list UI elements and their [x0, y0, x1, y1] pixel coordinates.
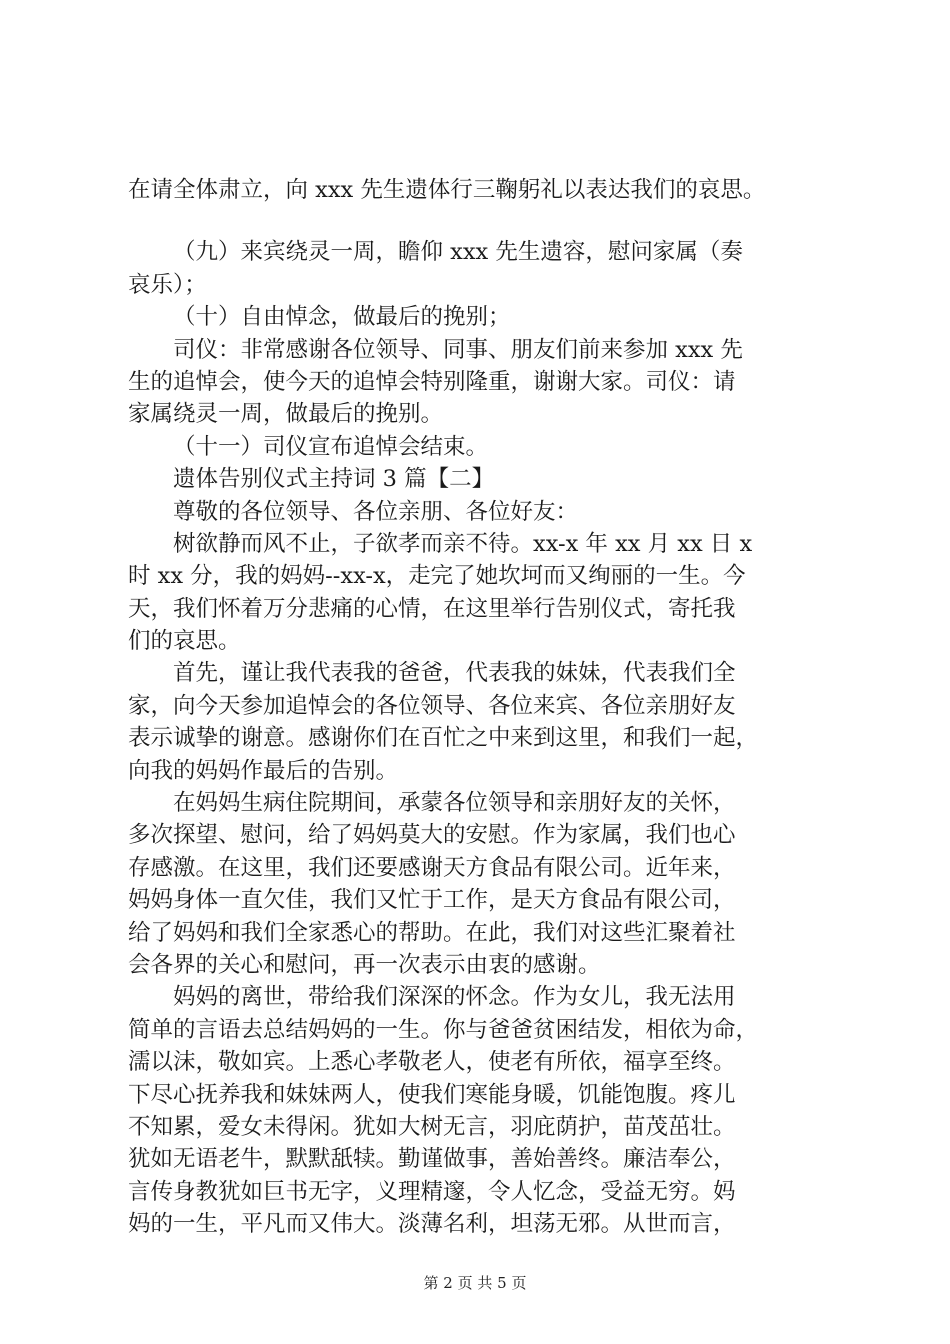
text-line: 多次探望、慰问，给了妈妈莫大的安慰。作为家属，我们也心: [128, 822, 736, 849]
text-line: 们的哀思。: [128, 628, 241, 655]
text-line: （十）自由悼念，做最后的挽别；: [173, 304, 511, 331]
text-line: 会各界的关心和慰问，再一次表示由衷的感谢。: [128, 951, 601, 978]
text-line: 妈妈的离世，带给我们深深的怀念。作为女儿，我无法用: [173, 984, 736, 1011]
text-line: 司仪：非常感谢各位领导、同事、朋友们前来参加 xxx 先: [173, 336, 743, 363]
text-line: 给了妈妈和我们全家悉心的帮助。在此，我们对这些汇聚着社: [128, 919, 736, 946]
document-body: [128, 174, 828, 1241]
text-line: 家属绕灵一周，做最后的挽别。: [128, 401, 444, 428]
text-line: （十一）司仪宣布追悼会结束。: [173, 433, 489, 460]
text-line: 濡以沫，敬如宾。上悉心孝敬老人，使老有所依，福享至终。: [128, 1049, 736, 1076]
text-line: 家，向今天参加追悼会的各位领导、各位来宾、各位亲朋好友: [128, 692, 736, 719]
text-line: 简单的言语去总结妈妈的一生。你与爸爸贫困结发，相依为命，: [128, 1016, 759, 1043]
text-line: 向我的妈妈作最后的告别。: [128, 757, 399, 784]
text-line: 时 xx 分，我的妈妈--xx-x，走完了她坎坷而又绚丽的一生。今: [128, 563, 746, 590]
text-line: 言传身教犹如巨书无字，义理精邃，令人忆念，受益无穷。妈: [128, 1178, 736, 1205]
text-line: 妈妈身体一直欠佳，我们又忙于工作，是天方食品有限公司，: [128, 887, 736, 914]
text-line: 生的追悼会，使今天的追悼会特别隆重，谢谢大家。司仪：请: [128, 368, 736, 395]
text-line: 犹如无语老牛，默默舐犊。勤谨做事，善始善终。廉洁奉公，: [128, 1146, 736, 1173]
text-line: 下尽心抚养我和妹妹两人，使我们寒能身暖，饥能饱腹。疼儿: [128, 1081, 736, 1108]
text-line: 在请全体肃立，向 xxx 先生遗体行三鞠躬礼以表达我们的哀思。: [128, 177, 766, 203]
page-footer: 第 2 页 共 5 页: [423, 1274, 527, 1292]
text-line: 不知累，爱女未得闲。犹如大树无言，羽庇荫护，苗茂茁壮。: [128, 1113, 736, 1140]
text-line: 树欲静而风不止，子欲孝而亲不待。xx-x 年 xx 月 xx 日 x: [173, 530, 753, 557]
text-line: 天，我们怀着万分悲痛的心情，在这里举行告别仪式，寄托我: [128, 595, 736, 622]
text-line: 妈的一生，平凡而又伟大。淡薄名利，坦荡无邪。从世而言，: [128, 1211, 736, 1238]
text-line: 首先，谨让我代表我的爸爸，代表我的妹妹，代表我们全: [173, 660, 736, 687]
salutation: 尊敬的各位领导、各位亲朋、各位好友：: [173, 498, 579, 525]
text-line: 表示诚挚的谢意。感谢你们在百忙之中来到这里，和我们一起，: [128, 725, 759, 752]
section-heading: 遗体告别仪式主持词 3 篇【二】: [173, 466, 495, 493]
text-line: 在妈妈生病住院期间，承蒙各位领导和亲朋好友的关怀，: [173, 790, 736, 817]
text-line: 哀乐）；: [128, 271, 207, 298]
text-line: （九）来宾绕灵一周，瞻仰 xxx 先生遗容，慰问家属（奏: [173, 239, 743, 266]
text-line: 存感激。在这里，我们还要感谢天方食品有限公司。近年来，: [128, 854, 736, 881]
